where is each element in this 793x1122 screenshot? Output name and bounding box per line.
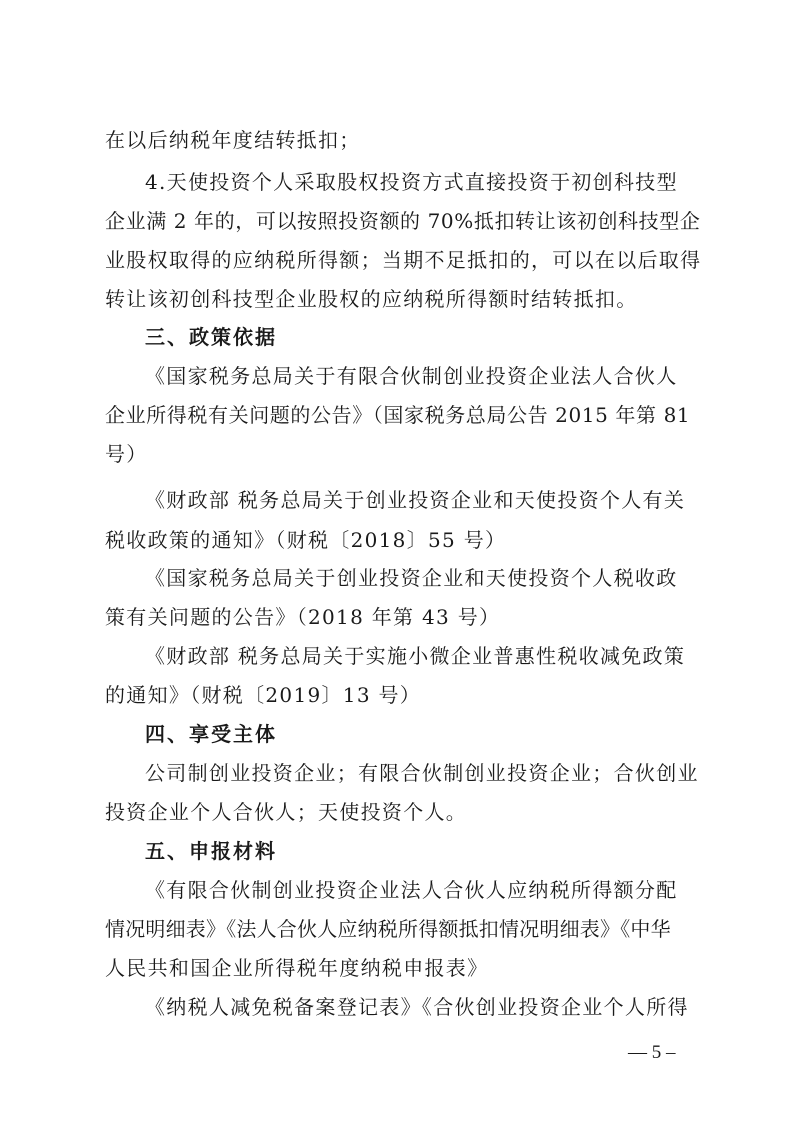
page-number: — 5 – <box>628 1042 676 1063</box>
body-line: 4.天使投资个人采取股权投资方式直接投资于初创科技型 <box>145 170 678 194</box>
body-line: 公司制创业投资企业；有限合伙制创业投资企业；合伙创业 <box>145 761 699 785</box>
body-line: 的通知》（财税〔2019〕13 号） <box>105 683 422 707</box>
body-line: 策有关问题的公告》（2018 年第 43 号） <box>105 605 501 629</box>
body-line: 人民共和国企业所得税年度纳税申报表》 <box>105 956 489 980</box>
body-line: 税收政策的通知》（财税〔2018〕55 号） <box>105 528 507 552</box>
body-line: 《有限合伙制创业投资企业法人合伙人应纳税所得额分配 <box>145 878 678 902</box>
section-heading-eligible-subjects: 四、享受主体 <box>145 722 277 746</box>
body-line: 《财政部 税务总局关于创业投资企业和天使投资个人有关 <box>145 488 686 512</box>
body-line: 转让该初创科技型企业股权的应纳税所得额时结转抵扣。 <box>105 287 638 311</box>
body-line: 号） <box>105 442 148 466</box>
body-line: 业股权取得的应纳税所得额；当期不足抵扣的，可以在以后取得 <box>105 248 702 272</box>
body-line: 《国家税务总局关于创业投资企业和天使投资个人税收政 <box>145 566 678 590</box>
body-line: 《国家税务总局关于有限合伙制创业投资企业法人合伙人 <box>145 364 678 388</box>
body-line: 在以后纳税年度结转抵扣； <box>105 128 361 152</box>
body-line: 投资企业个人合伙人；天使投资个人。 <box>105 800 468 824</box>
section-heading-policy-basis: 三、政策依据 <box>145 325 277 349</box>
body-line: 情况明细表》《法人合伙人应纳税所得额抵扣情况明细表》《中华 <box>105 917 671 941</box>
body-line: 《纳税人减免税备案登记表》《合伙创业投资企业个人所得 <box>145 995 689 1019</box>
body-line: 《财政部 税务总局关于实施小微企业普惠性税收减免政策 <box>145 644 686 668</box>
body-line: 企业所得税有关问题的公告》（国家税务总局公告 2015 年第 81 <box>105 403 691 427</box>
body-line: 企业满 2 年的，可以按照投资额的 70%抵扣转让该初创科技型企 <box>105 209 701 233</box>
section-heading-filing-materials: 五、申报材料 <box>145 839 277 863</box>
